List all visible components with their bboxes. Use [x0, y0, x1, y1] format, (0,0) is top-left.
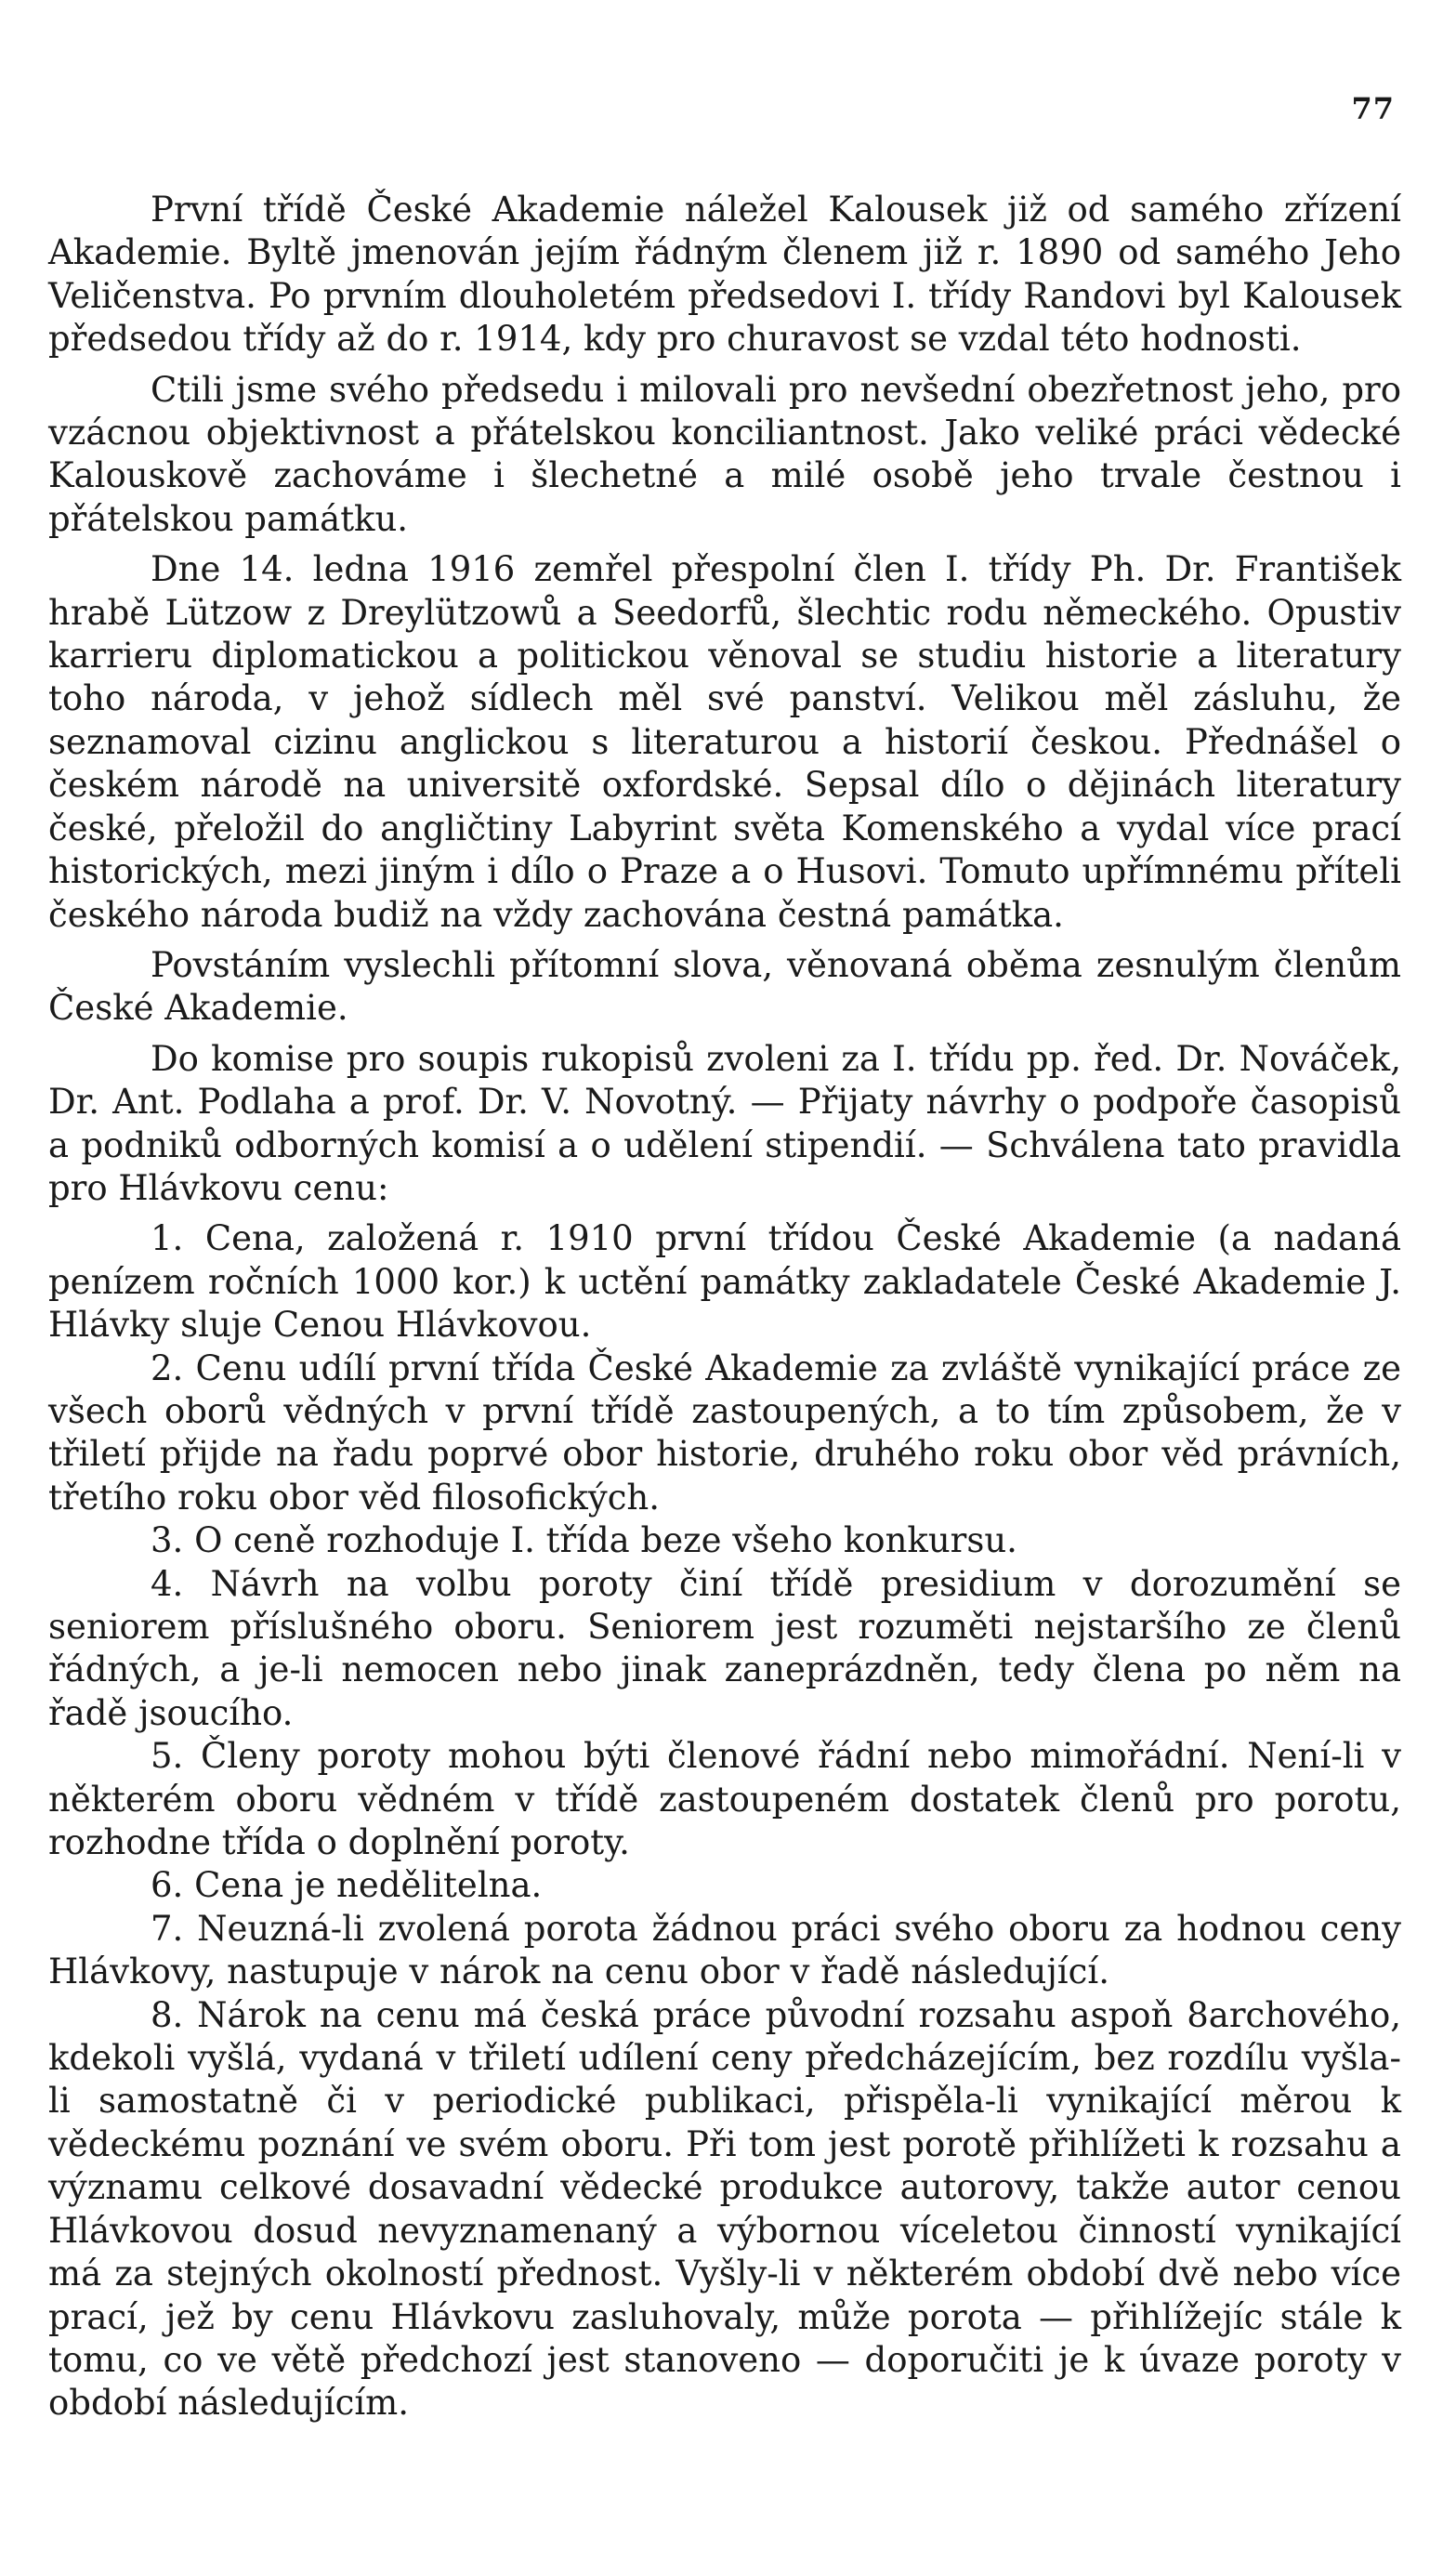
paragraph: První třídě České Akademie náležel Kalousek již od samého zřízení Akademie. Byltě jmenován jejím řádným členem již r. 1890 od samého Jeho Veličenstva. Po prvním dlouholetém předsedovi I. třídy Randovi byl Kalousek předsedou třídy až do r. 1914, kdy pro churavost se vzdal této hodnosti. — [48, 190, 1401, 360]
paragraph: Povstáním vyslechli přítomní slova, věnovaná oběma zesnulým členům České Akademie. — [48, 944, 1401, 1029]
rule-item: 8. Nárok na cenu má česká práce původní rozsahu aspoň 8archového, kdekoli vyšlá, vydaná v třiletí udílení ceny předcházejícím, bez rozdílu vyšla-li samostatně či v periodické publikaci, přispěla-li vynikající měrou k vědeckému poznání ve svém oboru. Při tom jest porotě přihlížeti k rozsahu a významu celkové dosavadní vědecké produkce autorovy, takže autor cenou Hlávkovou dosud nevyznamenaný a výbornou víceletou činností vynikající má za stejných okolností přednost. Vyšly-li v některém období dvě nebo více prací, jež by cenu Hlávkovu zasluhovaly, může porota — přihlížejíc stále k tomu, co ve větě předchozí jest stanoveno — doporučiti je k úvaze poroty v období následujícím. — [48, 1994, 1401, 2424]
body-text — [48, 189, 1401, 2425]
rule-item: 7. Neuzná-li zvolená porota žádnou práci svého oboru za hodnou ceny Hlávkovy, nastupuje v nárok na cenu obor v řadě následující. — [48, 1908, 1401, 1992]
paragraph: Ctili jsme svého předsedu i milovali pro nevšední obezřetnost jeho, pro vzácnou objektivnost a přátelskou konciliantnost. Jako veliké práci vědecké Kalouskově zachováme i šlechetné a milé osobě jeho trvale čestnou i přátelskou památku. — [48, 369, 1401, 539]
rule-item: 6. Cena je nedělitelna. — [151, 1865, 543, 1906]
paragraph: Dne 14. ledna 1916 zemřel přespolní člen I. třídy Ph. Dr. František hrabě Lützow z Dreylützowů a Seedorfů, šlechtic rodu německého. Opustiv karrieru diplomatickou a politickou věnoval se studiu historie a literatury toho národa, v jehož sídlech měl své panství. Velikou měl zásluhu, že seznamoval cizinu anglickou s literaturou a historií českou. Přednášel o českém národě na universitě oxfordské. Sepsal dílo o dějinách literatury české, přeložil do angličtiny Labyrint světa Komenského a vydal více prací historických, mezi jiným i dílo o Praze a o Husovi. Tomuto upřímnému příteli českého národa budiž na vždy zachována čestná památka. — [48, 549, 1401, 935]
rule-item: 3. O ceně rozhoduje I. třída beze všeho konkursu. — [151, 1520, 1017, 1561]
rule-item: 4. Návrh na volbu poroty činí třídě presidium v dorozumění se seniorem příslušného oboru. Seniorem jest rozuměti nejstaršího ze členů řádných, a je-li nemocen nebo jinak zaneprázdněn, tedy člena po něm na řadě jsoucího. — [48, 1563, 1401, 1733]
rule-item: 2. Cenu udílí první třída České Akademie za zvláště vynikající práce ze všech oborů vědných v první třídě zastoupených, a to tím způsobem, že v třiletí přijde na řadu poprvé obor historie, druhého roku obor věd právních, třetího roku obor věd filosofických. — [48, 1347, 1401, 1518]
page-number: 77 — [1351, 91, 1395, 126]
rule-item: 1. Cena, založená r. 1910 první třídou České Akademie (a nadaná penízem ročních 1000 kor.) k uctění památky zakladatele České Akademie J. Hlávky sluje Cenou Hlávkovou. — [48, 1218, 1401, 1346]
rule-item: 5. Členy poroty mohou býti členové řádní nebo mimořádní. Není-li v některém oboru vědném v třídě zastoupeném dostatek členů pro porotu, rozhodne třída o doplnění poroty. — [48, 1736, 1401, 1863]
paragraph: Do komise pro soupis rukopisů zvoleni za I. třídu pp. řed. Dr. Nováček, Dr. Ant. Podlaha a prof. Dr. V. Novotný. — Přijaty návrhy o podpoře časopisů a podniků odborných komisí a o udělení stipendií. — Schválena tato pravidla pro Hlávkovu cenu: — [48, 1038, 1401, 1208]
